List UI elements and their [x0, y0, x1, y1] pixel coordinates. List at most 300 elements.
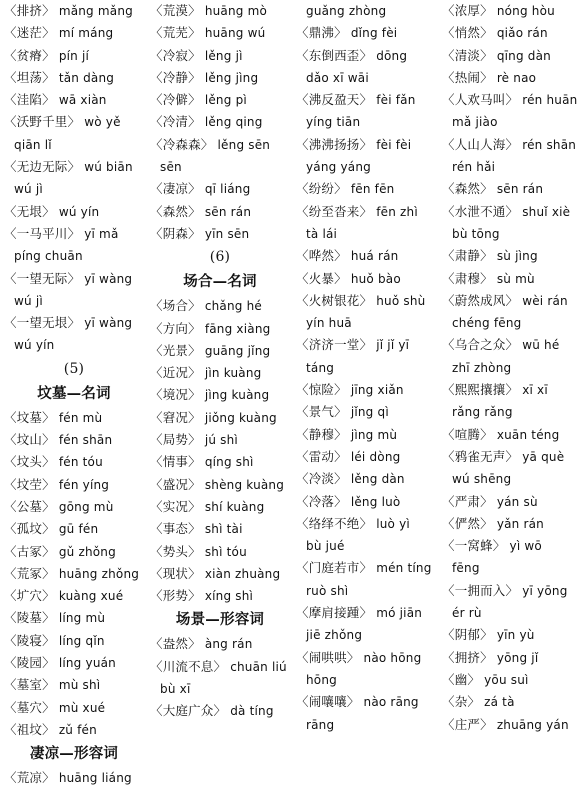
dictionary-entry — [296, 602, 436, 624]
entry-pinyin: guāng jǐng — [204, 343, 271, 358]
entry-pinyin: dǎo xī wāi — [306, 70, 369, 85]
entry-word: 〈冷落〉 — [296, 493, 347, 509]
entry-word: 〈肃穆〉 — [442, 270, 493, 286]
entry-word: 〈迷茫〉 — [4, 25, 55, 41]
pinyin-continuation — [442, 602, 576, 624]
entry-word: 〈幽〉 — [442, 671, 481, 687]
dictionary-entry — [4, 89, 144, 111]
entry-word: 〈肃静〉 — [442, 248, 493, 264]
dictionary-entry — [442, 245, 576, 267]
dictionary-entry — [150, 585, 290, 607]
dictionary-entry — [296, 268, 436, 290]
entry-pinyin: mǎng mǎng — [58, 4, 133, 18]
pinyin-continuation — [296, 535, 436, 557]
entry-pinyin: qiǎo rán — [496, 26, 548, 41]
pinyin-continuation — [4, 334, 144, 356]
entry-word: 〈济济一堂〉 — [296, 337, 373, 353]
entry-pinyin: fén shān — [58, 433, 113, 448]
dictionary-entry — [4, 474, 144, 496]
entry-word: 〈摩肩接踵〉 — [296, 605, 373, 621]
entry-word: 〈浓厚〉 — [442, 3, 493, 18]
pinyin-continuation — [296, 357, 436, 379]
entry-pinyin: chǎng hé — [204, 299, 262, 314]
entry-word: 〈悄然〉 — [442, 25, 493, 41]
pinyin-continuation — [296, 312, 436, 334]
entry-pinyin: jiē zhǒng — [306, 628, 363, 643]
dictionary-entry — [150, 384, 290, 406]
dictionary-entry — [4, 312, 144, 334]
entry-word: 〈鸦雀无声〉 — [442, 448, 519, 464]
entry-word: 〈情事〉 — [150, 454, 201, 470]
dictionary-entry — [150, 111, 290, 133]
dictionary-entry — [150, 134, 290, 156]
entry-pinyin: kuàng xué — [58, 589, 124, 604]
dictionary-entry — [4, 156, 144, 178]
entry-word: 〈喧腾〉 — [442, 426, 493, 442]
dictionary-entry — [150, 22, 290, 44]
entry-pinyin: yǎn rán — [496, 516, 544, 531]
dictionary-entry — [296, 468, 436, 490]
entry-pinyin: rén huān — [522, 93, 577, 108]
pinyin-continuation — [296, 669, 436, 691]
dictionary-entry — [4, 674, 144, 696]
entry-word: 〈方向〉 — [150, 320, 201, 336]
entry-word: 〈火树银花〉 — [296, 292, 373, 308]
dictionary-entry — [4, 697, 144, 719]
dictionary-entry — [296, 557, 436, 579]
entry-pinyin: wèi rán — [522, 293, 568, 308]
entry-pinyin: gōng mù — [58, 499, 114, 514]
entry-word: 〈景气〉 — [296, 404, 347, 420]
dictionary-entry — [4, 496, 144, 518]
dictionary-entry — [4, 767, 144, 789]
entry-pinyin: xiàn zhuàng — [204, 566, 281, 581]
entry-pinyin: dōng — [376, 48, 408, 63]
entry-word: 〈形势〉 — [150, 588, 201, 604]
entry-word: 〈川流不息〉 — [150, 658, 227, 674]
entry-pinyin: xíng shì — [204, 589, 254, 604]
dictionary-entry — [296, 513, 436, 535]
dictionary-entry — [4, 407, 144, 429]
entry-pinyin: tǎn dàng — [58, 70, 115, 85]
entry-word: 〈盎然〉 — [150, 636, 201, 652]
entry-pinyin: ruò shì — [306, 583, 349, 598]
pinyin-continuation — [442, 468, 576, 490]
dictionary-entry — [442, 691, 576, 713]
entry-pinyin: pín jí — [58, 48, 90, 63]
dictionary-entry — [442, 714, 576, 736]
entry-word: 〈现状〉 — [150, 565, 201, 581]
entry-word: 〈洼陷〉 — [4, 92, 55, 108]
entry-word: 〈场合〉 — [150, 298, 201, 314]
dictionary-entry — [442, 178, 576, 200]
pinyin-continuation — [296, 156, 436, 178]
entry-pinyin: bù jué — [306, 539, 345, 554]
entry-pinyin: xī xī — [522, 383, 548, 398]
dictionary-entry — [296, 491, 436, 513]
entry-pinyin: rè nao — [496, 70, 537, 85]
pinyin-continuation — [4, 134, 144, 156]
entry-pinyin: wú yín — [14, 338, 55, 353]
entry-pinyin: tà lái — [306, 226, 338, 241]
pinyin-continuation — [296, 0, 436, 22]
dictionary-entry — [150, 496, 290, 518]
entry-word: 〈光景〉 — [150, 342, 201, 358]
dictionary-entry — [4, 22, 144, 44]
dictionary-entry — [442, 379, 576, 401]
entry-pinyin: jiǒng kuàng — [204, 410, 277, 425]
entry-word: 〈雷动〉 — [296, 448, 347, 464]
dictionary-entry — [442, 334, 576, 356]
section-heading: 场合—名词 — [183, 274, 257, 291]
dictionary-entry — [442, 669, 576, 691]
entry-pinyin: wú shēng — [452, 472, 512, 487]
entry-word: 〈凄凉〉 — [150, 181, 201, 197]
entry-pinyin: jīng xiǎn — [350, 383, 404, 398]
pinyin-continuation — [296, 111, 436, 133]
entry-word: 〈森然〉 — [442, 181, 493, 197]
entry-pinyin: lěng jì — [204, 48, 243, 63]
pinyin-continuation — [442, 312, 576, 334]
entry-pinyin: píng chuān — [14, 249, 83, 264]
entry-word: 〈火暴〉 — [296, 270, 347, 286]
dictionary-entry — [4, 585, 144, 607]
entry-pinyin: jìng mù — [350, 427, 398, 442]
dictionary-entry — [442, 535, 576, 557]
entry-pinyin: wā xiàn — [58, 93, 107, 108]
entry-pinyin: yáng yáng — [306, 160, 371, 175]
dictionary-entry — [150, 563, 290, 585]
entry-pinyin: mí máng — [58, 26, 114, 41]
entry-pinyin: fēn fēn — [350, 182, 395, 197]
dictionary-entry — [4, 45, 144, 67]
entry-pinyin: rén shān — [522, 137, 577, 152]
dictionary-entry — [442, 446, 576, 468]
entry-word: 〈陵墓〉 — [4, 610, 55, 626]
entry-word: 〈熙熙攘攘〉 — [442, 382, 519, 398]
dictionary-entry — [150, 67, 290, 89]
entry-pinyin: líng yuán — [58, 656, 116, 671]
entry-word: 〈乌合之众〉 — [442, 337, 519, 353]
entry-word: 〈大庭广众〉 — [150, 703, 227, 719]
entry-word: 〈阴郁〉 — [442, 627, 493, 643]
section-heading: 凄凉—形容词 — [29, 746, 119, 763]
section-number: (5) — [63, 360, 85, 377]
entry-pinyin: lěng sēn — [217, 137, 271, 152]
entry-pinyin: yán sù — [496, 494, 538, 509]
entry-pinyin: huǒ shù — [376, 293, 426, 308]
entry-word: 〈蔚然成风〉 — [442, 292, 519, 308]
pinyin-continuation — [296, 714, 436, 736]
entry-pinyin: lěng dàn — [350, 472, 405, 487]
entry-pinyin: fēn zhì — [376, 204, 418, 219]
dictionary-entry — [150, 656, 290, 678]
entry-word: 〈纷至沓来〉 — [296, 203, 373, 219]
dictionary-entry — [4, 268, 144, 290]
entry-word: 〈贫瘠〉 — [4, 47, 55, 63]
dictionary-entry — [442, 268, 576, 290]
entry-pinyin: sēn rán — [496, 182, 544, 197]
entry-word: 〈实况〉 — [150, 498, 201, 514]
entry-pinyin: sù mù — [496, 271, 535, 286]
entry-pinyin: wò yě — [84, 115, 121, 130]
entry-word: 〈冷淡〉 — [296, 471, 347, 487]
entry-word: 〈拥挤〉 — [442, 649, 493, 665]
entry-word: 〈近况〉 — [150, 365, 201, 381]
dictionary-entry — [296, 134, 436, 156]
dictionary-entry — [296, 178, 436, 200]
dictionary-entry — [150, 700, 290, 722]
entry-pinyin: mǎ jiào — [452, 115, 498, 130]
entry-pinyin: yī wàng — [84, 271, 133, 286]
entry-word: 〈惊险〉 — [296, 382, 347, 398]
entry-word: 〈墓室〉 — [4, 677, 55, 693]
dictionary-entry — [150, 518, 290, 540]
entry-pinyin: gǔ zhǒng — [58, 544, 116, 559]
entry-word: 〈势头〉 — [150, 543, 201, 559]
entry-pinyin: huāng liáng — [58, 771, 132, 786]
entry-pinyin: qiān lǐ — [14, 137, 52, 152]
entry-word: 〈哗然〉 — [296, 248, 347, 264]
entry-pinyin: gū fén — [58, 522, 99, 537]
entry-word: 〈清淡〉 — [442, 47, 493, 63]
dictionary-entry — [442, 290, 576, 312]
entry-word: 〈纷纷〉 — [296, 181, 347, 197]
dictionary-entry — [442, 624, 576, 646]
entry-word: 〈坟山〉 — [4, 432, 55, 448]
entry-pinyin: lěng pì — [204, 93, 247, 108]
entry-pinyin: chéng fēng — [452, 316, 522, 331]
entry-pinyin: yíng tiān — [306, 115, 361, 130]
dictionary-entry — [442, 201, 576, 223]
entry-word: 〈荒冢〉 — [4, 565, 55, 581]
entry-pinyin: yōu suì — [484, 672, 529, 687]
dictionary-entry — [150, 474, 290, 496]
entry-word: 〈森然〉 — [150, 203, 201, 219]
entry-word: 〈门庭若市〉 — [296, 560, 373, 576]
entry-pinyin: líng mù — [58, 611, 106, 626]
dictionary-entry — [4, 652, 144, 674]
entry-pinyin: fēng — [452, 561, 480, 576]
entry-word: 〈鼎沸〉 — [296, 25, 347, 41]
entry-word: 〈坟墓〉 — [4, 409, 55, 425]
entry-pinyin: wú jì — [14, 182, 43, 197]
dictionary-entry — [442, 134, 576, 156]
entry-pinyin: mó jiān — [376, 606, 423, 621]
entry-word: 〈闹哄哄〉 — [296, 649, 360, 665]
entry-pinyin: xuān téng — [496, 427, 560, 442]
entry-word: 〈荒凉〉 — [4, 770, 55, 786]
entry-word: 〈人欢马叫〉 — [442, 92, 519, 108]
entry-pinyin: wú yín — [58, 204, 100, 219]
section-heading: 场景—形容词 — [175, 612, 265, 629]
entry-pinyin: lěng qing — [204, 115, 263, 130]
entry-pinyin: jìng kuàng — [204, 388, 270, 403]
entry-word: 〈冷僻〉 — [150, 92, 201, 108]
entry-pinyin: wú jì — [14, 293, 43, 308]
entry-word: 〈局势〉 — [150, 432, 201, 448]
entry-pinyin: jǐ jǐ yī — [376, 338, 410, 353]
entry-pinyin: hōng — [306, 672, 337, 687]
entry-pinyin: líng qǐn — [58, 633, 105, 648]
entry-pinyin: yì wō — [509, 539, 542, 554]
dictionary-entry — [296, 290, 436, 312]
dictionary-entry — [150, 295, 290, 317]
dictionary-entry — [150, 407, 290, 429]
entry-pinyin: zhuāng yán — [496, 717, 569, 732]
dictionary-entry — [296, 245, 436, 267]
entry-pinyin: huǒ bào — [350, 271, 401, 286]
entry-pinyin: wú biān — [84, 160, 133, 175]
entry-pinyin: shuǐ xiè — [522, 204, 571, 219]
pinyin-continuation — [296, 67, 436, 89]
dictionary-entry — [442, 513, 576, 535]
entry-word: 〈古冢〉 — [4, 543, 55, 559]
entry-pinyin: shì tóu — [204, 544, 247, 559]
dictionary-entry — [442, 45, 576, 67]
entry-word: 〈坟头〉 — [4, 454, 55, 470]
entry-pinyin: zá tà — [484, 695, 515, 710]
entry-word: 〈坟茔〉 — [4, 476, 55, 492]
column-1 — [4, 0, 144, 786]
entry-pinyin: fāng xiàng — [204, 321, 271, 336]
entry-word: 〈无边无际〉 — [4, 159, 81, 175]
entry-word: 〈一望无际〉 — [4, 270, 81, 286]
entry-pinyin: shí kuàng — [204, 499, 265, 514]
dictionary-entry — [296, 446, 436, 468]
dictionary-entry — [150, 178, 290, 200]
entry-pinyin: mù shì — [58, 678, 101, 693]
entry-pinyin: rǎng rǎng — [452, 405, 513, 420]
entry-word: 〈沸反盈天〉 — [296, 92, 373, 108]
dictionary-entry — [4, 429, 144, 451]
entry-word: 〈一望无垠〉 — [4, 315, 81, 331]
pinyin-continuation — [442, 111, 576, 133]
entry-pinyin: guǎng zhòng — [306, 4, 387, 18]
dictionary-entry — [442, 647, 576, 669]
entry-pinyin: yī mǎ — [84, 226, 119, 241]
entry-pinyin: nào hōng — [363, 650, 422, 665]
dictionary-entry — [150, 89, 290, 111]
entry-word: 〈冷清〉 — [150, 114, 201, 130]
entry-word: 〈孤坟〉 — [4, 521, 55, 537]
entry-word: 〈事态〉 — [150, 521, 201, 537]
entry-pinyin: nóng hòu — [496, 4, 555, 18]
entry-pinyin: yōng jǐ — [496, 650, 539, 665]
entry-pinyin: fèi fǎn — [376, 93, 416, 108]
entry-word: 〈庄严〉 — [442, 716, 493, 732]
dictionary-entry — [442, 89, 576, 111]
entry-word: 〈一拥而入〉 — [442, 582, 519, 598]
entry-word: 〈陵园〉 — [4, 655, 55, 671]
pinyin-continuation — [4, 245, 144, 267]
dictionary-entry — [150, 223, 290, 245]
pinyin-continuation — [296, 580, 436, 602]
dictionary-entry — [4, 201, 144, 223]
entry-pinyin: huāng zhǒng — [58, 566, 140, 581]
entry-pinyin: jǐng qì — [350, 405, 389, 420]
pinyin-continuation — [442, 557, 576, 579]
dictionary-entry — [4, 607, 144, 629]
entry-word: 〈冷静〉 — [150, 69, 201, 85]
dictionary-entry — [150, 0, 290, 22]
dictionary-entry — [4, 67, 144, 89]
entry-pinyin: mù xué — [58, 700, 106, 715]
entry-pinyin: fèi fèi — [376, 137, 412, 152]
entry-pinyin: chuān liú — [230, 659, 287, 674]
entry-pinyin: léi dòng — [350, 449, 401, 464]
dictionary-entry — [4, 223, 144, 245]
entry-pinyin: zhī zhòng — [452, 360, 512, 375]
entry-pinyin: rén hǎi — [452, 160, 496, 175]
entry-pinyin: àng rán — [204, 637, 253, 652]
dictionary-entry — [4, 518, 144, 540]
entry-word: 〈冷寂〉 — [150, 47, 201, 63]
pinyin-continuation — [442, 223, 576, 245]
entry-word: 〈圹穴〉 — [4, 588, 55, 604]
entry-pinyin: shèng kuàng — [204, 477, 285, 492]
dictionary-entry — [296, 89, 436, 111]
pinyin-continuation — [4, 290, 144, 312]
entry-word: 〈严肃〉 — [442, 493, 493, 509]
entry-pinyin: wū hé — [522, 338, 560, 353]
entry-word: 〈坦荡〉 — [4, 69, 55, 85]
entry-pinyin: bù xī — [160, 682, 191, 697]
entry-word: 〈水泄不通〉 — [442, 203, 519, 219]
dictionary-entry — [150, 451, 290, 473]
pinyin-continuation — [4, 178, 144, 200]
dictionary-entry — [150, 362, 290, 384]
entry-pinyin: sēn — [160, 160, 182, 175]
entry-pinyin: lěng jìng — [204, 70, 259, 85]
section-heading: 坟墓—名词 — [37, 385, 111, 402]
entry-pinyin: jú shì — [204, 433, 238, 448]
entry-pinyin: yā què — [522, 449, 565, 464]
column-4 — [442, 0, 576, 741]
dictionary-entry — [4, 719, 144, 741]
dictionary-entry — [150, 429, 290, 451]
entry-word: 〈荒漠〉 — [150, 3, 201, 18]
entry-pinyin: huá rán — [350, 249, 399, 264]
dictionary-entry — [150, 45, 290, 67]
entry-word: 〈一马平川〉 — [4, 225, 81, 241]
dictionary-entry — [150, 633, 290, 655]
dictionary-entry — [296, 45, 436, 67]
entry-pinyin: mén tíng — [376, 561, 432, 576]
dictionary-entry — [296, 691, 436, 713]
dictionary-entry — [4, 563, 144, 585]
pinyin-continuation — [150, 156, 290, 178]
entry-word: 〈闹嚷嚷〉 — [296, 694, 360, 710]
entry-word: 〈静穆〉 — [296, 426, 347, 442]
section-number: (6) — [209, 249, 231, 266]
dictionary-entry — [442, 491, 576, 513]
entry-pinyin: yīn sēn — [204, 226, 250, 241]
entry-pinyin: yī yōng — [522, 583, 568, 598]
entry-pinyin: fén tóu — [58, 455, 103, 470]
entry-pinyin: huāng wú — [204, 26, 266, 41]
entry-word: 〈络绎不绝〉 — [296, 515, 373, 531]
entry-pinyin: táng — [306, 360, 335, 375]
column-3 — [296, 0, 436, 741]
entry-pinyin: huāng mò — [204, 4, 268, 18]
dictionary-entry — [150, 201, 290, 223]
dictionary-entry — [442, 22, 576, 44]
entry-pinyin: qī liáng — [204, 182, 251, 197]
entry-word: 〈东倒西歪〉 — [296, 47, 373, 63]
dictionary-entry — [150, 318, 290, 340]
entry-word: 〈境况〉 — [150, 387, 201, 403]
